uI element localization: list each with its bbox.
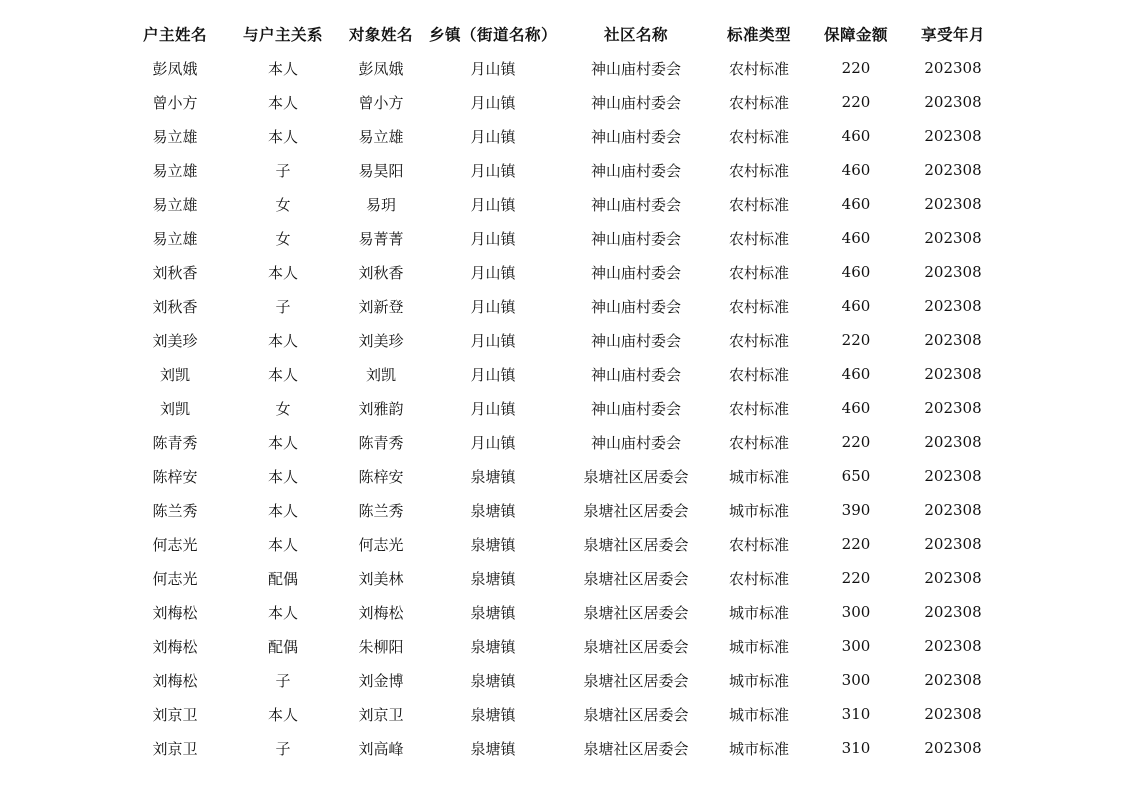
- cell-community: 神山庙村委会: [590, 433, 681, 452]
- table-row: [118, 459, 998, 493]
- cell-recipient-name: 刘美珍: [358, 331, 404, 350]
- cell-township: 月山镇: [470, 365, 516, 384]
- cell-standard-type: 城市标准: [728, 705, 789, 724]
- cell-householder-name: 刘梅松: [152, 671, 198, 690]
- cell-amount: 310: [841, 705, 871, 723]
- cell-relationship: 本人: [267, 93, 298, 112]
- cell-period: 202308: [924, 433, 982, 451]
- cell-householder-name: 易立雄: [152, 195, 198, 214]
- cell-relationship: 本人: [267, 705, 298, 724]
- table-row: [118, 697, 998, 731]
- cell-relationship: 本人: [267, 603, 298, 622]
- cell-township: 月山镇: [470, 59, 516, 78]
- cell-recipient-name: 刘金博: [358, 671, 404, 690]
- cell-recipient-name: 刘秋香: [358, 263, 404, 282]
- cell-period: 202308: [924, 535, 982, 553]
- table-row: [118, 595, 998, 629]
- header-standard-type: 标准类型: [726, 26, 791, 44]
- cell-period: 202308: [924, 705, 982, 723]
- table-row: [118, 527, 998, 561]
- cell-period: 202308: [924, 501, 982, 519]
- table-row: [118, 493, 998, 527]
- cell-community: 神山庙村委会: [590, 59, 681, 78]
- cell-township: 月山镇: [470, 399, 516, 418]
- cell-recipient-name: 刘梅松: [358, 603, 404, 622]
- cell-recipient-name: 刘高峰: [358, 739, 404, 758]
- cell-township: 泉塘镇: [470, 637, 516, 656]
- cell-township: 泉塘镇: [470, 535, 516, 554]
- cell-township: 泉塘镇: [470, 467, 516, 486]
- table-row: [118, 51, 998, 85]
- cell-recipient-name: 彭凤娥: [358, 59, 404, 78]
- cell-recipient-name: 陈青秀: [358, 433, 404, 452]
- cell-recipient-name: 刘凯: [365, 365, 396, 384]
- cell-householder-name: 何志光: [152, 569, 198, 588]
- cell-amount: 460: [841, 297, 871, 315]
- cell-community: 泉塘社区居委会: [583, 603, 689, 622]
- cell-township: 月山镇: [470, 93, 516, 112]
- cell-township: 月山镇: [470, 263, 516, 282]
- cell-community: 神山庙村委会: [590, 263, 681, 282]
- cell-community: 泉塘社区居委会: [583, 637, 689, 656]
- cell-period: 202308: [924, 671, 982, 689]
- cell-township: 月山镇: [470, 297, 516, 316]
- cell-standard-type: 农村标准: [728, 331, 789, 350]
- cell-recipient-name: 陈兰秀: [358, 501, 404, 520]
- cell-householder-name: 刘秋香: [152, 263, 198, 282]
- header-row: [118, 17, 998, 51]
- cell-amount: 460: [841, 161, 871, 179]
- cell-standard-type: 城市标准: [728, 603, 789, 622]
- cell-recipient-name: 刘雅韵: [358, 399, 404, 418]
- cell-recipient-name: 何志光: [358, 535, 404, 554]
- cell-community: 泉塘社区居委会: [583, 535, 689, 554]
- cell-relationship: 子: [275, 739, 291, 758]
- cell-standard-type: 农村标准: [728, 127, 789, 146]
- cell-community: 泉塘社区居委会: [583, 501, 689, 520]
- cell-community: 神山庙村委会: [590, 229, 681, 248]
- table-row: [118, 153, 998, 187]
- cell-relationship: 子: [275, 297, 291, 316]
- cell-amount: 220: [841, 433, 871, 451]
- cell-amount: 460: [841, 365, 871, 383]
- header-relationship: 与户主关系: [242, 26, 323, 44]
- cell-community: 神山庙村委会: [590, 127, 681, 146]
- cell-householder-name: 刘京卫: [152, 705, 198, 724]
- cell-householder-name: 陈青秀: [152, 433, 198, 452]
- table-row: [118, 255, 998, 289]
- cell-householder-name: 刘梅松: [152, 637, 198, 656]
- cell-recipient-name: 易玥: [365, 195, 396, 214]
- cell-period: 202308: [924, 637, 982, 655]
- cell-standard-type: 农村标准: [728, 297, 789, 316]
- table-row: [118, 425, 998, 459]
- cell-amount: 300: [841, 637, 871, 655]
- cell-householder-name: 刘美珍: [152, 331, 198, 350]
- cell-recipient-name: 易立雄: [358, 127, 404, 146]
- cell-period: 202308: [924, 603, 982, 621]
- cell-township: 泉塘镇: [470, 603, 516, 622]
- cell-community: 神山庙村委会: [590, 399, 681, 418]
- cell-householder-name: 陈兰秀: [152, 501, 198, 520]
- cell-amount: 310: [841, 739, 871, 757]
- cell-period: 202308: [924, 229, 982, 247]
- cell-period: 202308: [924, 399, 982, 417]
- cell-relationship: 本人: [267, 365, 298, 384]
- cell-community: 泉塘社区居委会: [583, 671, 689, 690]
- cell-community: 泉塘社区居委会: [583, 705, 689, 724]
- table-row: [118, 663, 998, 697]
- cell-standard-type: 城市标准: [728, 637, 789, 656]
- cell-standard-type: 农村标准: [728, 433, 789, 452]
- cell-period: 202308: [924, 467, 982, 485]
- cell-township: 泉塘镇: [470, 501, 516, 520]
- cell-community: 神山庙村委会: [590, 297, 681, 316]
- cell-householder-name: 易立雄: [152, 161, 198, 180]
- cell-householder-name: 何志光: [152, 535, 198, 554]
- cell-relationship: 女: [275, 195, 291, 214]
- cell-standard-type: 农村标准: [728, 263, 789, 282]
- cell-recipient-name: 陈梓安: [358, 467, 404, 486]
- cell-householder-name: 曾小方: [152, 93, 198, 112]
- table-body: [118, 51, 998, 765]
- cell-standard-type: 农村标准: [728, 535, 789, 554]
- cell-township: 月山镇: [470, 331, 516, 350]
- cell-standard-type: 农村标准: [728, 93, 789, 112]
- cell-relationship: 配偶: [267, 569, 298, 588]
- subsidy-roster-table: [118, 17, 998, 765]
- cell-standard-type: 农村标准: [728, 569, 789, 588]
- cell-period: 202308: [924, 59, 982, 77]
- table-row: [118, 561, 998, 595]
- cell-township: 月山镇: [470, 433, 516, 452]
- cell-standard-type: 农村标准: [728, 59, 789, 78]
- table-row: [118, 289, 998, 323]
- table-row: [118, 85, 998, 119]
- cell-recipient-name: 刘京卫: [358, 705, 404, 724]
- cell-township: 月山镇: [470, 161, 516, 180]
- cell-amount: 220: [841, 59, 871, 77]
- cell-recipient-name: 易昊阳: [358, 161, 404, 180]
- cell-recipient-name: 刘新登: [358, 297, 404, 316]
- cell-recipient-name: 曾小方: [358, 93, 404, 112]
- cell-period: 202308: [924, 161, 982, 179]
- cell-period: 202308: [924, 569, 982, 587]
- cell-recipient-name: 朱柳阳: [358, 637, 404, 656]
- header-recipient-name: 对象姓名: [348, 26, 413, 44]
- cell-amount: 300: [841, 603, 871, 621]
- cell-community: 泉塘社区居委会: [583, 739, 689, 758]
- cell-township: 泉塘镇: [470, 739, 516, 758]
- header-period: 享受年月: [920, 26, 985, 44]
- header-householder-name: 户主姓名: [142, 26, 207, 44]
- cell-relationship: 女: [275, 399, 291, 418]
- cell-amount: 460: [841, 127, 871, 145]
- cell-relationship: 本人: [267, 535, 298, 554]
- cell-recipient-name: 易菁菁: [358, 229, 404, 248]
- cell-standard-type: 城市标准: [728, 671, 789, 690]
- cell-householder-name: 易立雄: [152, 127, 198, 146]
- table-row: [118, 119, 998, 153]
- cell-standard-type: 农村标准: [728, 229, 789, 248]
- cell-standard-type: 城市标准: [728, 739, 789, 758]
- cell-amount: 220: [841, 93, 871, 111]
- cell-community: 泉塘社区居委会: [583, 467, 689, 486]
- cell-community: 神山庙村委会: [590, 93, 681, 112]
- table-row: [118, 357, 998, 391]
- cell-community: 神山庙村委会: [590, 331, 681, 350]
- cell-period: 202308: [924, 297, 982, 315]
- table-row: [118, 323, 998, 357]
- cell-relationship: 本人: [267, 433, 298, 452]
- cell-householder-name: 刘梅松: [152, 603, 198, 622]
- cell-householder-name: 彭凤娥: [152, 59, 198, 78]
- cell-period: 202308: [924, 127, 982, 145]
- header-township: 乡镇（街道名称）: [428, 26, 557, 44]
- cell-township: 泉塘镇: [470, 671, 516, 690]
- cell-relationship: 本人: [267, 59, 298, 78]
- cell-period: 202308: [924, 195, 982, 213]
- cell-relationship: 子: [275, 161, 291, 180]
- cell-period: 202308: [924, 263, 982, 281]
- cell-amount: 390: [841, 501, 871, 519]
- cell-householder-name: 易立雄: [152, 229, 198, 248]
- table-row: [118, 731, 998, 765]
- cell-standard-type: 农村标准: [728, 195, 789, 214]
- header-community: 社区名称: [603, 26, 668, 44]
- table-row: [118, 391, 998, 425]
- cell-amount: 460: [841, 229, 871, 247]
- cell-recipient-name: 刘美林: [358, 569, 404, 588]
- cell-relationship: 本人: [267, 501, 298, 520]
- cell-amount: 460: [841, 399, 871, 417]
- cell-amount: 460: [841, 195, 871, 213]
- cell-township: 泉塘镇: [470, 569, 516, 588]
- cell-community: 神山庙村委会: [590, 161, 681, 180]
- cell-township: 泉塘镇: [470, 705, 516, 724]
- cell-relationship: 配偶: [267, 637, 298, 656]
- cell-relationship: 子: [275, 671, 291, 690]
- cell-community: 神山庙村委会: [590, 365, 681, 384]
- cell-period: 202308: [924, 739, 982, 757]
- cell-community: 神山庙村委会: [590, 195, 681, 214]
- cell-period: 202308: [924, 365, 982, 383]
- cell-amount: 650: [841, 467, 871, 485]
- cell-relationship: 本人: [267, 127, 298, 146]
- cell-period: 202308: [924, 331, 982, 349]
- cell-amount: 460: [841, 263, 871, 281]
- table-row: [118, 221, 998, 255]
- cell-amount: 220: [841, 331, 871, 349]
- table-row: [118, 629, 998, 663]
- cell-relationship: 女: [275, 229, 291, 248]
- cell-relationship: 本人: [267, 467, 298, 486]
- cell-township: 月山镇: [470, 195, 516, 214]
- cell-township: 月山镇: [470, 229, 516, 248]
- cell-standard-type: 城市标准: [728, 467, 789, 486]
- cell-community: 泉塘社区居委会: [583, 569, 689, 588]
- header-amount: 保障金额: [823, 26, 888, 44]
- cell-standard-type: 城市标准: [728, 501, 789, 520]
- cell-standard-type: 农村标准: [728, 161, 789, 180]
- cell-standard-type: 农村标准: [728, 399, 789, 418]
- cell-householder-name: 刘秋香: [152, 297, 198, 316]
- cell-amount: 220: [841, 569, 871, 587]
- table-row: [118, 187, 998, 221]
- cell-householder-name: 刘凯: [159, 399, 190, 418]
- cell-township: 月山镇: [470, 127, 516, 146]
- cell-amount: 300: [841, 671, 871, 689]
- cell-period: 202308: [924, 93, 982, 111]
- cell-householder-name: 陈梓安: [152, 467, 198, 486]
- cell-householder-name: 刘凯: [159, 365, 190, 384]
- cell-householder-name: 刘京卫: [152, 739, 198, 758]
- cell-standard-type: 农村标准: [728, 365, 789, 384]
- cell-relationship: 本人: [267, 331, 298, 350]
- cell-amount: 220: [841, 535, 871, 553]
- cell-relationship: 本人: [267, 263, 298, 282]
